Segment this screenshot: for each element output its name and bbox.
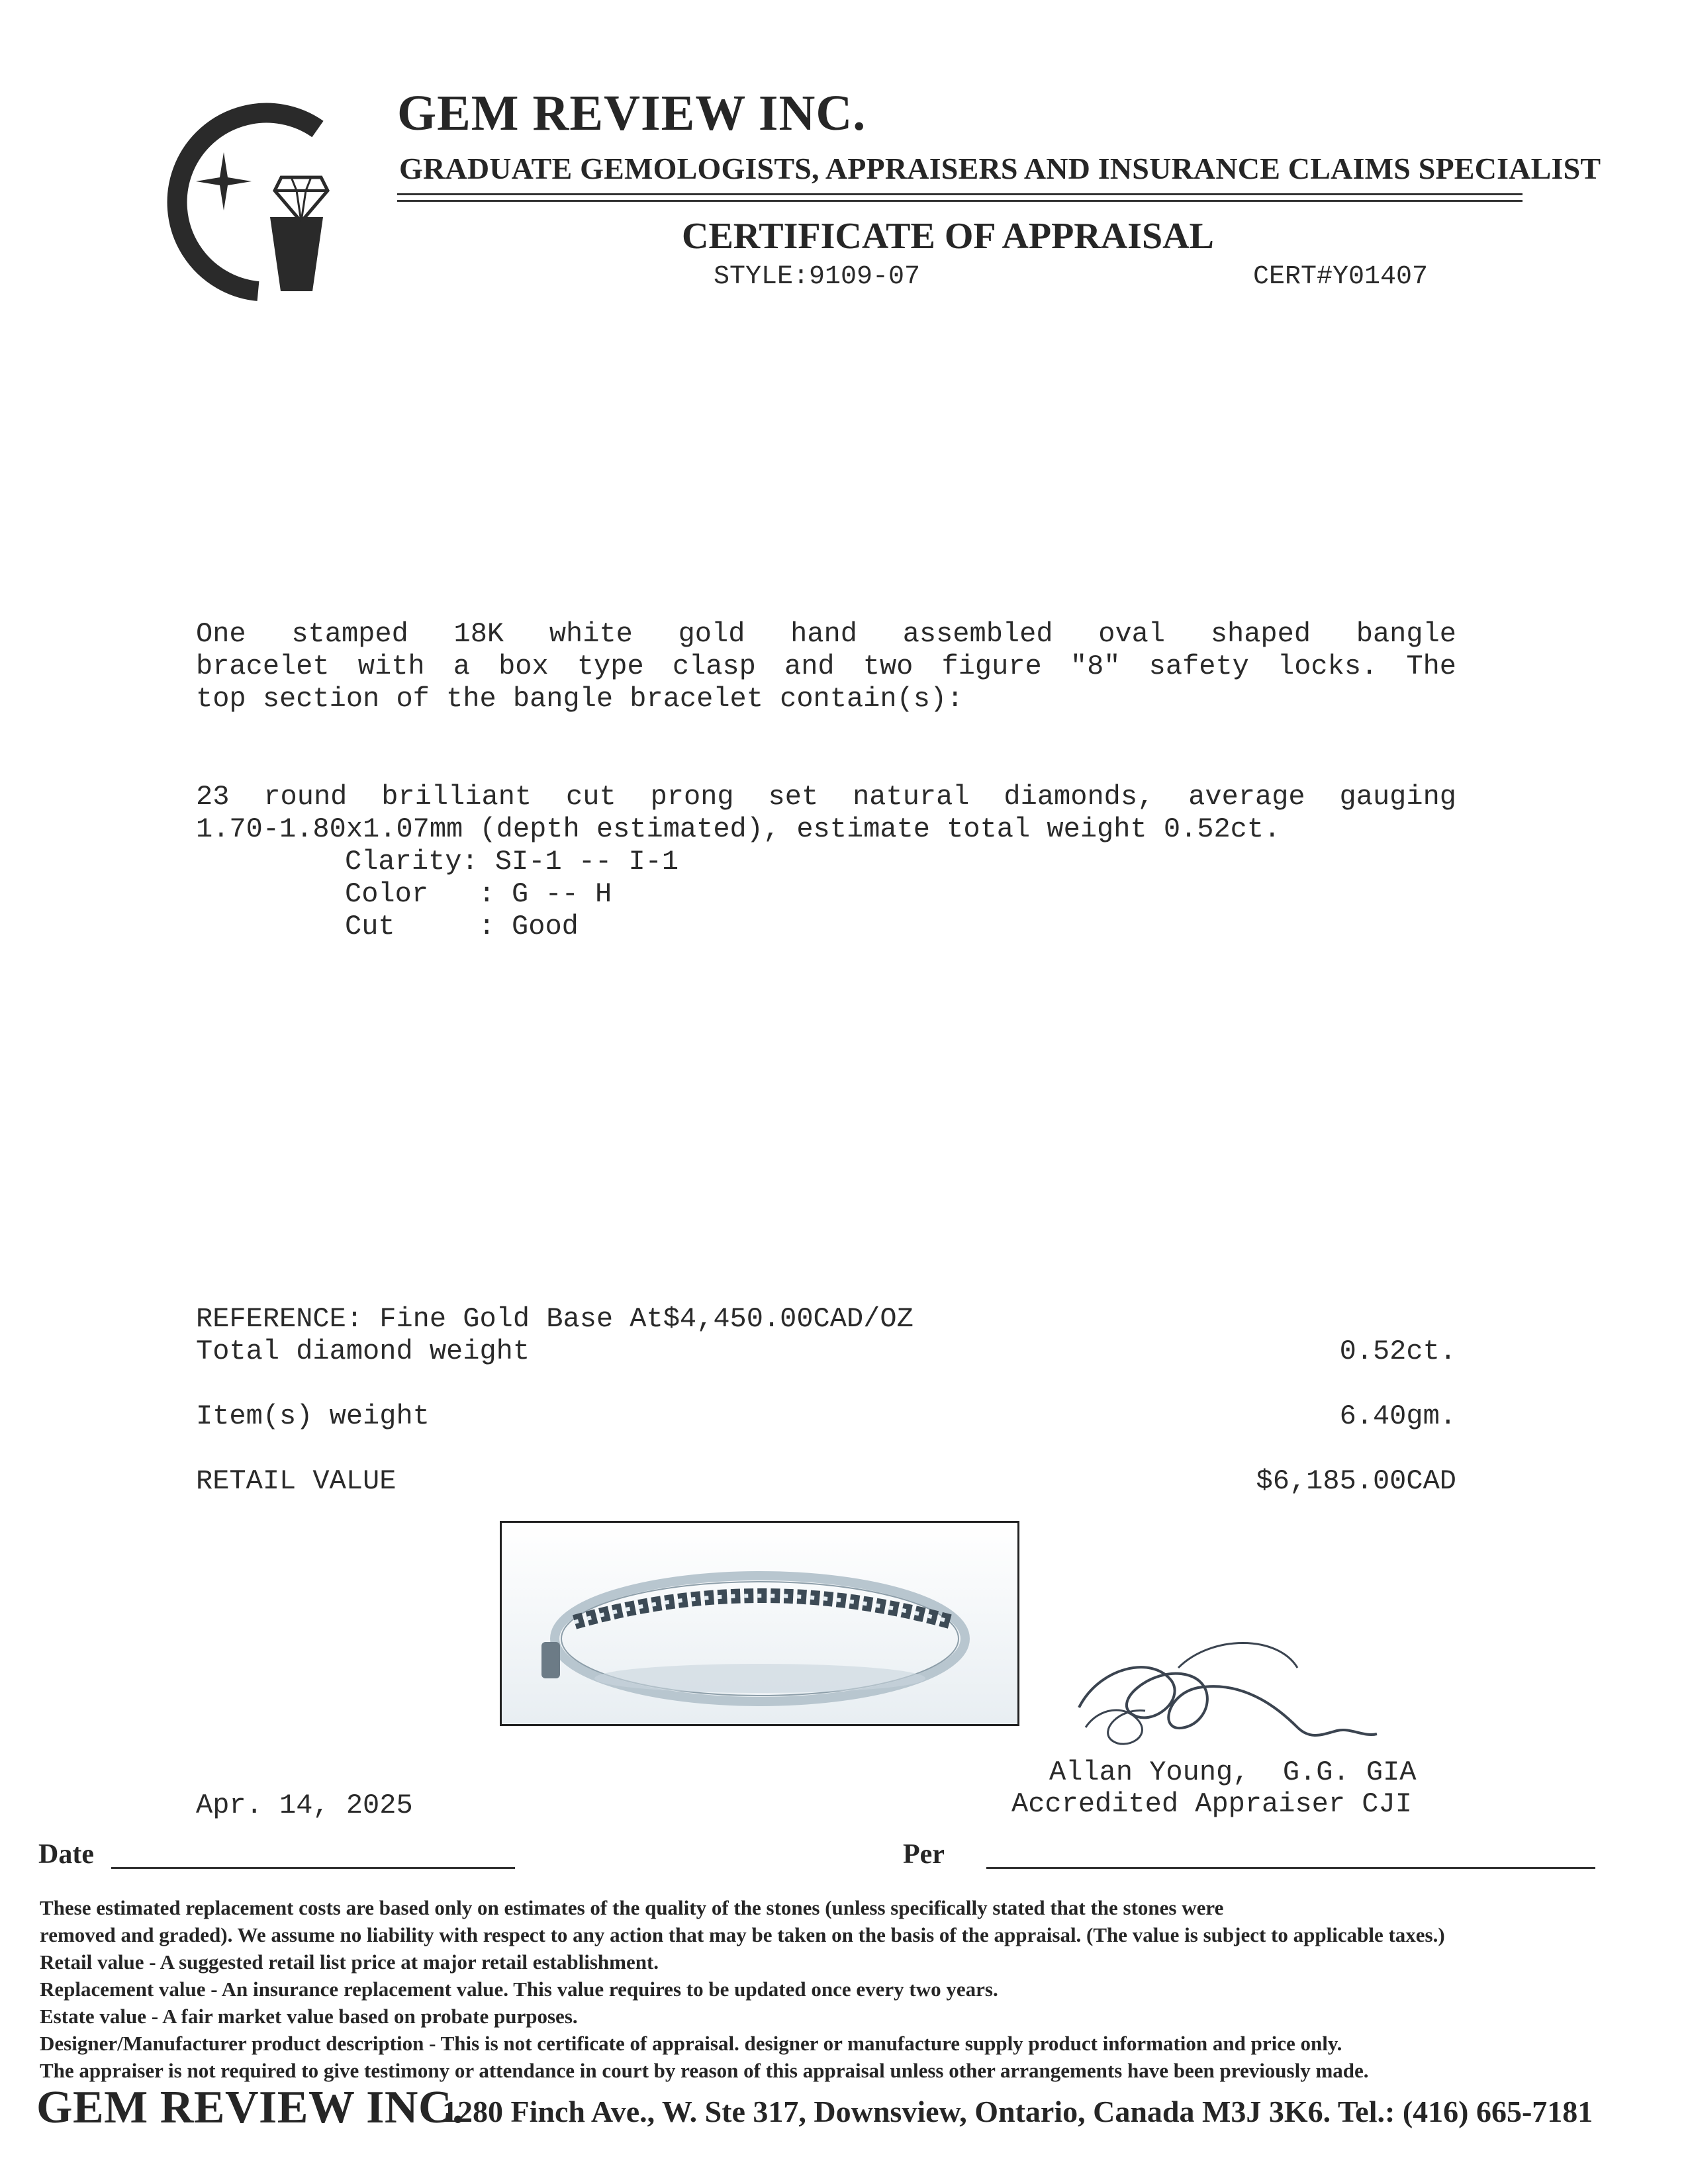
certificate-number: CERT#Y01407 [1253,262,1429,292]
description-line-1: One stamped 18K white gold hand assembled oval shaped bangle [196,618,1456,650]
style-number: STYLE:9109-07 [714,262,921,292]
date-signature-line [111,1867,515,1869]
company-logo [139,93,338,304]
appraiser-title: Accredited Appraiser CJI [1011,1788,1412,1820]
product-photo [500,1521,1019,1726]
disclaimer-line-3: Retail value - A suggested retail list price at major retail establishment. [40,1950,659,1974]
disclaimer-line-6: Designer/Manufacturer product description - This is not certificate of appraisal. designer or manufacture supply product information and price only. [40,2032,1342,2055]
stones-line-2: 1.70-1.80x1.07mm (depth estimated), estimate total weight 0.52ct. [196,813,1281,845]
disclaimer-line-5: Estate value - A fair market value based on probate purposes. [40,2005,578,2028]
certificate-title: CERTIFICATE OF APPRAISAL [682,216,1214,257]
footer-address: 1280 Finch Ave., W. Ste 317, Downsview, Ontario, Canada M3J 3K6. Tel.: (416) 665-7181 [442,2095,1593,2128]
item-weight-label: Item(s) weight [196,1400,430,1432]
appraisal-date: Apr. 14, 2025 [196,1790,413,1821]
disclaimer-line-1: These estimated replacement costs are based only on estimates of the quality of the stones (unless specifically stated that the stones were [40,1896,1224,1919]
footer-company-name: GEM REVIEW INC. [36,2082,465,2133]
disclaimer-line-7: The appraiser is not required to give testimony or attendance in court by reason of this appraisal unless other arrangements have been previously made. [40,2059,1369,2082]
retail-value-label: RETAIL VALUE [196,1465,397,1497]
company-tagline: GRADUATE GEMOLOGISTS, APPRAISERS AND INSURANCE CLAIMS SPECIALIST [399,152,1601,185]
disclaimer-line-4: Replacement value - An insurance replacement value. This value requires to be updated once every two years. [40,1978,998,2001]
stones-clarity: Clarity: SI-1 -- I-1 [345,846,679,878]
disclaimer-line-2: removed and graded). We assume no liability with respect to any action that may be taken on the basis of the appraisal. (The value is subject to applicable taxes.) [40,1923,1445,1946]
diamond-weight-label: Total diamond weight [196,1336,530,1367]
company-name: GEM REVIEW INC. [397,85,867,141]
signature [1059,1628,1390,1760]
date-label: Date [38,1839,94,1870]
header-rule-bottom [397,200,1523,202]
diamond-weight-value: 0.52ct. [1339,1336,1456,1367]
appraiser-name: Allan Young, G.G. GIA [1049,1756,1417,1788]
description-line-3: top section of the bangle bracelet contain(s): [196,683,964,715]
per-signature-line [986,1867,1595,1869]
stones-line-1: 23 round brilliant cut prong set natural diamonds, average gauging [196,781,1456,813]
item-weight-value: 6.40gm. [1339,1400,1456,1432]
stones-color: Color : G -- H [345,878,612,910]
header-rule-top [397,193,1523,195]
reference-line: REFERENCE: Fine Gold Base At$4,450.00CAD/OZ [196,1303,914,1335]
description-line-2: bracelet with a box type clasp and two figure "8" safety locks. The [196,651,1456,682]
retail-value-amount: $6,185.00CAD [1256,1465,1456,1497]
stones-cut: Cut : Good [345,911,579,942]
per-label: Per [903,1839,945,1870]
